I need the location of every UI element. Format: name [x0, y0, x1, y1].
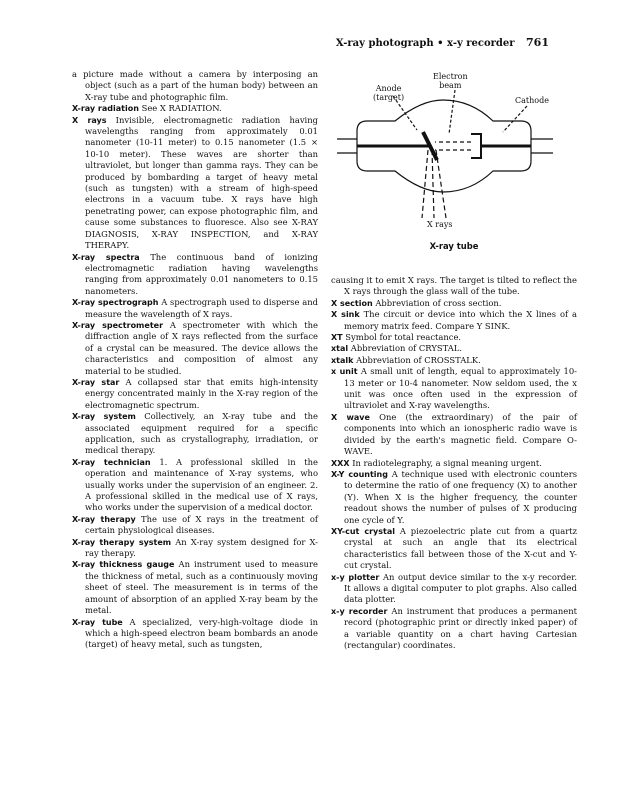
entry-xtal — [331, 343, 577, 354]
label-electron-beam — [433, 72, 468, 90]
entry-term: X-ray tube — [72, 617, 123, 627]
entry-text: A small unit of length, equal to approximately 10-13 meter or 10-4 nanometer. Now seldom used, the x unit was once often used in the expression of ultraviolet and X-ray wavelengths. — [344, 366, 577, 411]
label-anode-target — [373, 84, 404, 102]
entry-text: See X RADIATION. — [141, 103, 222, 114]
entry-text: An instrument that produces a permanent record (photographic print or directly inked paper) of a variable quantity on a chart having Cartesian (rectangular) coordinates. — [344, 605, 577, 650]
entry-term: X-ray system — [72, 412, 136, 422]
entry-x-rays — [72, 115, 318, 252]
entry-x-ray-technician — [72, 457, 318, 514]
entry-term: X-ray radiation — [72, 104, 139, 114]
entry-term: X-Y counting — [331, 469, 388, 479]
entry-text: The use of X rays in the treatment of certain physiological diseases. — [85, 513, 318, 536]
entry-xt — [331, 332, 577, 343]
entry-text: The circuit or device into which the X lines of a memory matrix feed. Compare Y SINK. — [344, 309, 577, 331]
entry-text: The continuous band of ionizing electromagnetic radiation having wavelengths ranging from approximately 0.01 nanometers to 0.15 nanometers. — [85, 251, 318, 296]
entry-term: X sink — [331, 310, 360, 320]
entry-term: X-ray technician — [72, 457, 151, 467]
entry-term: x-y recorder — [331, 606, 388, 616]
entry-text: A technique used with electronic counters to determine the ratio of one frequency (X) to another (Y). When X is the higher frequency, the counter readout shows the number of pulses of X producing one cycle of Y. — [344, 468, 578, 525]
left-column — [72, 69, 318, 651]
entry-term: x unit — [331, 367, 358, 377]
entry-text: A specialized, very-high-voltage diode in which a high-speed electron beam bombards an anode (target) of heavy metal, such as tungsten, — [85, 616, 319, 650]
label-target: (target) — [373, 93, 405, 102]
x-ray-tube-figure — [331, 66, 577, 261]
entry-text: In radiotelegraphy, a signal meaning urgent. — [352, 457, 542, 468]
entry-term: X-ray spectrometer — [72, 320, 164, 330]
entry-x-ray-radiation — [72, 103, 318, 114]
entry-term: xtal — [331, 344, 349, 354]
entry-x-ray-system — [72, 411, 318, 457]
entry-x-y-counting — [331, 469, 577, 526]
entry-text: 1. A professional skilled in the operation and maintenance of X-ray systems, who usually works under the supervision of an engineer. 2. A professional skilled in the medical use of X rays, who works under the supervision of a medical doctor. — [85, 456, 318, 513]
page-number: 761 — [526, 36, 549, 49]
entry-x-unit — [331, 366, 577, 412]
entry-x-ray-star — [72, 377, 318, 411]
running-header — [336, 36, 549, 49]
entry-term: X-ray spectra — [72, 252, 140, 262]
entry-xtalk — [331, 355, 577, 366]
entry-text: Invisible, electromagnetic radiation having wavelengths ranging from approximately 0.01 nanometer (10-11 meter) to 0.15 nanometer (1.5 × 10-10 meter). These waves are shorter than ultraviolet, but longer than gamma rays. They can be produced by bombarding a target of heavy metal (such as tungsten) with a stream of high-speed electrons in a vacuum tube. X rays have high penetrating power, can expose photographic film, and cause some substances to fluoresce. Also see X-RAY DIAGNOSIS, X-RAY INSPECTION, and X-RAY THERAPY. — [85, 114, 318, 251]
entry-term: X wave — [331, 412, 370, 422]
entry-term: X-ray therapy — [72, 514, 136, 524]
entry-text: Abbreviation of CROSSTALK. — [356, 354, 481, 365]
entry-x-wave — [331, 412, 577, 458]
entry-x-sink — [331, 309, 577, 332]
entry-x-ray-therapy-system — [72, 537, 318, 560]
entry-term: X-ray thickness gauge — [72, 560, 175, 570]
right-column — [331, 275, 577, 651]
entry-term: X-ray star — [72, 377, 120, 387]
entry-continuation — [331, 275, 577, 298]
label-x-rays: X rays — [427, 220, 453, 229]
entry-text: An instrument used to measure the thickness of metal, such as a continuously moving sheet of steel. The measurement is in terms of the amount of absorption of an applied X-ray beam by the metal. — [85, 559, 318, 616]
entry-term: X rays — [72, 115, 107, 125]
entry-text: One (the extraordinary) of the pair of components into which an ionospheric radio wave is divided by the earth's magnetic field. Compare O-WAVE. — [344, 411, 578, 457]
entry-text: Abbreviation of cross section. — [375, 297, 502, 308]
header-title: X-ray photograph • x-y recorder — [335, 38, 515, 49]
entry-x-ray-therapy — [72, 514, 318, 537]
entry-term: X-ray spectrograph — [72, 298, 159, 308]
entry-x-ray-spectra — [72, 252, 318, 298]
entry-text: An X-ray system designed for X-ray therapy. — [85, 536, 318, 559]
entry-term: x-y plotter — [331, 572, 380, 582]
entry-text: A piezoelectric plate cut from a quartz crystal at such an angle that its electrical characteristics fall between those of the X-cut and Y-cut crystal. — [344, 525, 578, 571]
entry-x-ray-spectrograph — [72, 297, 318, 320]
entry-text: Abbreviation of CRYSTAL. — [350, 343, 462, 354]
entry-continuation — [72, 69, 318, 103]
entry-x-section — [331, 298, 577, 309]
entry-x-ray-tube — [72, 617, 318, 651]
entry-x-y-recorder — [331, 606, 577, 652]
entry-term: X section — [331, 298, 373, 308]
entry-xy-cut-crystal — [331, 526, 577, 572]
entry-term: XXX — [331, 458, 350, 468]
entry-term: XT — [331, 333, 343, 343]
entry-x-ray-spectrometer — [72, 320, 318, 377]
entry-term: XY-cut crystal — [331, 526, 395, 536]
entry-text: Symbol for total reactance. — [345, 332, 462, 343]
figure-caption: X-ray tube — [429, 241, 479, 251]
entry-text: A spectrograph used to disperse and measure the wavelength of X rays. — [85, 297, 318, 319]
entry-text: causing it to emit X rays. The target is tilted to reflect the X rays through the glass wall of the tube. — [331, 275, 577, 297]
entry-text: Collectively, an X-ray tube and the associated equipment required for a specific application, such as crystallography, irradiation, or medical therapy. — [85, 411, 319, 456]
entry-text: An output device similar to the x-y recorder. It allows a digital computer to plot graphs. Also called data plotter. — [344, 571, 577, 605]
entry-text: a picture made without a camera by interposing an object (such as a part of the human body) between an X-ray tube and photographic film. — [72, 69, 318, 102]
entry-x-y-plotter — [331, 572, 577, 606]
label-electron: Electron — [433, 72, 468, 81]
entry-text: A spectrometer with which the diffraction angle of X rays reflected from the surface of a crystal can be measured. The device allows the characteristics and composition of almost any material to be studied. — [85, 319, 318, 376]
label-beam: beam — [439, 81, 462, 90]
entry-xxx — [331, 458, 577, 469]
label-anode: Anode — [375, 84, 402, 93]
entry-x-ray-thickness-gauge — [72, 559, 318, 616]
label-cathode: Cathode — [515, 96, 549, 105]
entry-term: xtalk — [331, 355, 354, 365]
entry-text: A collapsed star that emits high-intensity energy concentrated mainly in the X-ray region of the electromagnetic spectrum. — [85, 376, 318, 410]
entry-term: X-ray therapy system — [72, 537, 172, 547]
